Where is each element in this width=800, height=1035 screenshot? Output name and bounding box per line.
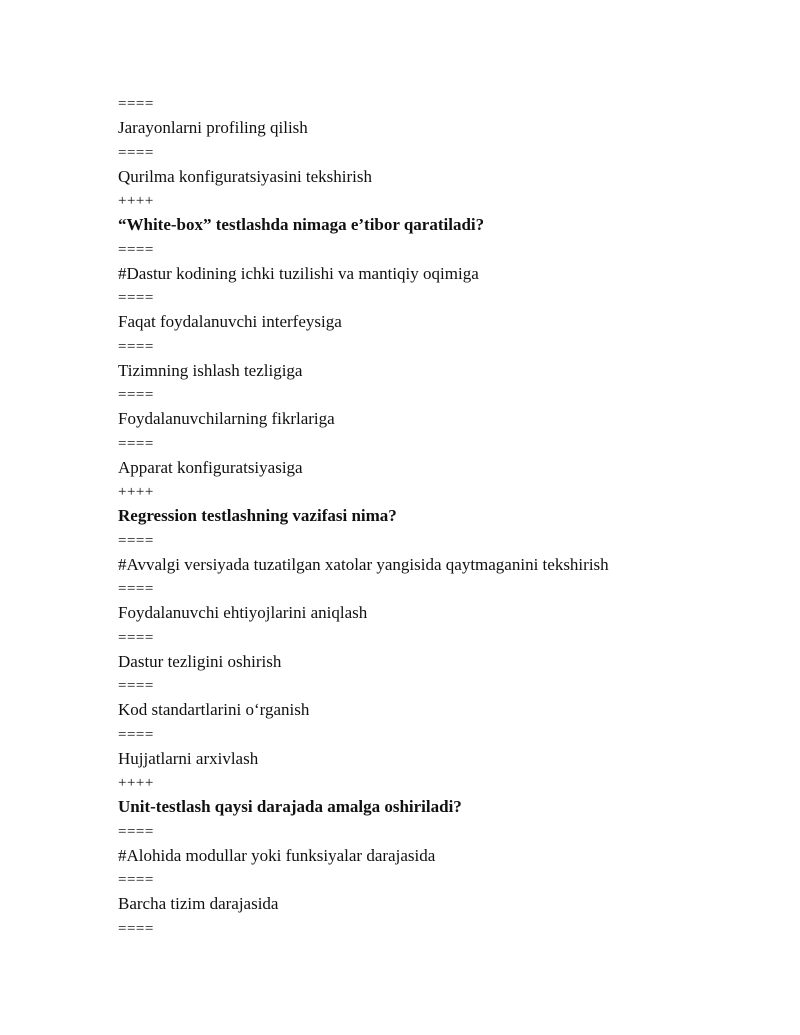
separator-marker: ++++ xyxy=(118,193,154,209)
separator-marker: ==== xyxy=(118,338,154,355)
question-heading: “White-box” testlashda nimaga e’tibor qaratiladi? xyxy=(118,215,485,235)
separator-marker: ==== xyxy=(118,629,154,646)
answer-option: Foydalanuvchilarning fikrlariga xyxy=(118,409,335,429)
answer-option: Jarayonlarni profiling qilish xyxy=(118,118,308,138)
separator-marker: ==== xyxy=(118,144,154,161)
separator-marker: ==== xyxy=(118,387,154,403)
answer-option: Barcha tizim darajasida xyxy=(118,894,279,914)
answer-option: Qurilma konfiguratsiyasini tekshirish xyxy=(118,166,373,186)
answer-option: #Dastur kodining ichki tuzilishi va mantiqiy oqimiga xyxy=(118,263,479,283)
separator-marker: ==== xyxy=(118,872,154,888)
separator-marker: ==== xyxy=(118,726,154,743)
separator-marker: ++++ xyxy=(118,775,154,791)
answer-option: Hujjatlarni arxivlash xyxy=(118,748,259,768)
answer-option: Dastur tezligini oshirish xyxy=(118,651,282,671)
separator-marker: ==== xyxy=(118,435,154,452)
separator-marker: ==== xyxy=(118,581,154,597)
separator-marker: ==== xyxy=(118,678,154,694)
separator-marker: ==== xyxy=(118,920,154,937)
separator-marker: ==== xyxy=(118,823,154,840)
separator-marker: ==== xyxy=(118,532,154,549)
answer-option: Faqat foydalanuvchi interfeysiga xyxy=(118,312,342,332)
document-page xyxy=(118,92,758,941)
answer-option: Kod standartlarini o‘rganish xyxy=(118,700,310,720)
answer-option: #Avvalgi versiyada tuzatilgan xatolar yangisida qaytmaganini tekshirish xyxy=(118,554,609,574)
answer-option: Apparat konfiguratsiyasiga xyxy=(118,457,303,477)
question-heading: Unit-testlash qaysi darajada amalga oshiriladi? xyxy=(118,797,462,817)
answer-option: Foydalanuvchi ehtiyojlarini aniqlash xyxy=(118,603,368,623)
question-heading: Regression testlashning vazifasi nima? xyxy=(118,506,397,526)
separator-marker: ==== xyxy=(118,241,154,258)
separator-marker: ==== xyxy=(118,290,154,306)
answer-option: #Alohida modullar yoki funksiyalar darajasida xyxy=(118,845,436,865)
answer-option: Tizimning ishlash tezligiga xyxy=(118,360,303,380)
separator-marker: ++++ xyxy=(118,484,154,500)
separator-marker: ==== xyxy=(118,96,154,112)
